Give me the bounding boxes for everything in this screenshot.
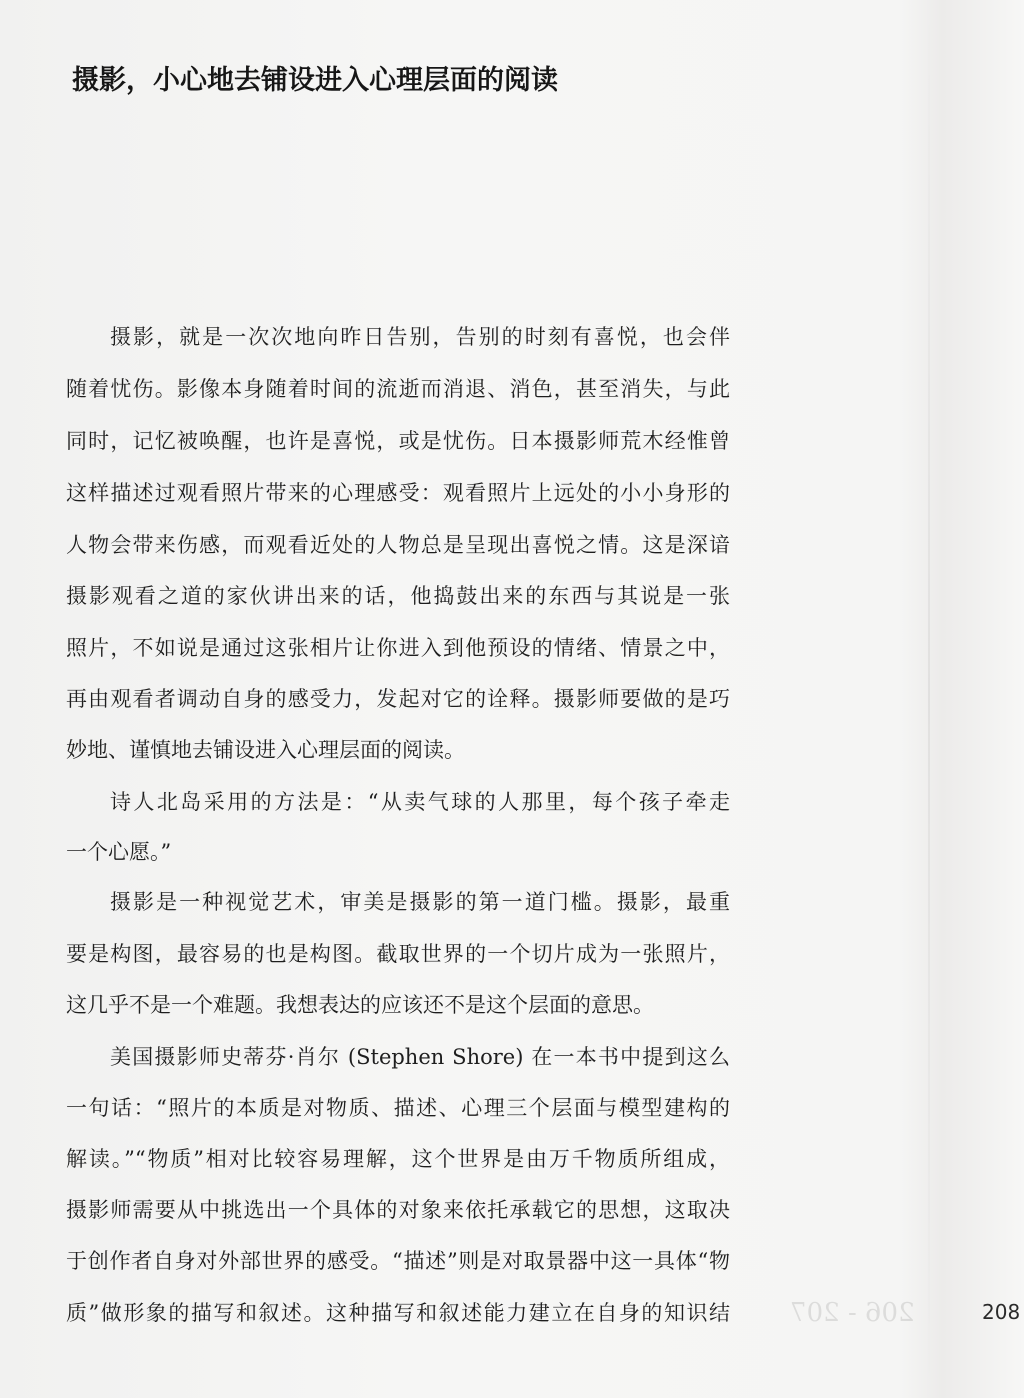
text-line: 随着忧伤。影像本身随着时间的流逝而消退、消色，甚至消失，与此	[66, 377, 730, 401]
text-line: 摄影观看之道的家伙讲出来的话，他捣鼓出来的东西与其说是一张	[66, 584, 730, 608]
bleed-through-page-numbers: 206 - 207	[790, 1298, 915, 1328]
text-line: 于创作者自身对外部世界的感受。“描述”则是对取景器中这一具体“物	[66, 1249, 730, 1273]
text-line: 诗人北岛采用的方法是：“从卖气球的人那里，每个孩子牵走	[110, 790, 730, 814]
text-line: 一个心愿。”	[66, 840, 172, 864]
text-line: 要是构图，最容易的也是构图。截取世界的一个切片成为一张照片，	[66, 942, 730, 966]
text-line: 照片，不如说是通过这张相片让你进入到他预设的情绪、情景之中，	[66, 636, 730, 660]
text-line: 摄影，就是一次次地向昨日告别，告别的时刻有喜悦，也会伴	[110, 325, 730, 349]
text-line: 再由观看者调动自身的感受力，发起对它的诠释。摄影师要做的是巧	[66, 687, 730, 711]
text-line: 这几乎不是一个难题。我想表达的应该还不是这个层面的意思。	[66, 993, 654, 1017]
text-line: 同时，记忆被唤醒，也许是喜悦，或是忧伤。日本摄影师荒木经惟曾	[66, 429, 730, 453]
text-line: 一句话：“照片的本质是对物质、描述、心理三个层面与模型建构的	[66, 1096, 730, 1120]
text-line: 质”做形象的描写和叙述。这种描写和叙述能力建立在自身的知识结	[66, 1301, 730, 1325]
text-line: 解读。”“物质”相对比较容易理解，这个世界是由万千物质所组成，	[66, 1147, 730, 1171]
page-fold-shadow	[928, 0, 930, 1398]
page-number: 208	[982, 1300, 1021, 1324]
text-line: 美国摄影师史蒂芬·肖尔 (Stephen Shore) 在一本书中提到这么	[110, 1045, 730, 1069]
text-line: 妙地、谨慎地去铺设进入心理层面的阅读。	[66, 738, 465, 762]
section-heading: 摄影，小心地去铺设进入心理层面的阅读	[72, 65, 558, 96]
text-line: 人物会带来伤感，而观看近处的人物总是呈现出喜悦之情。这是深谙	[66, 533, 730, 557]
text-line: 摄影师需要从中挑选出一个具体的对象来依托承载它的思想，这取决	[66, 1198, 730, 1222]
text-line: 摄影是一种视觉艺术，审美是摄影的第一道门槛。摄影，最重	[110, 890, 730, 914]
text-line: 这样描述过观看照片带来的心理感受：观看照片上远处的小小身形的	[66, 481, 730, 505]
